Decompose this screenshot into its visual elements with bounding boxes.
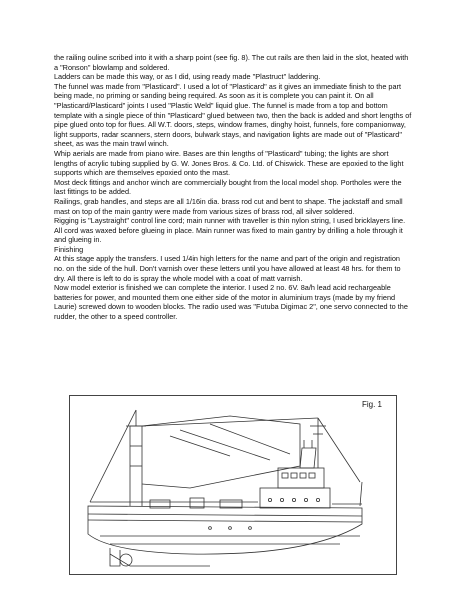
keel bbox=[110, 554, 210, 566]
section-heading-finishing: Finishing bbox=[54, 244, 84, 254]
propeller bbox=[120, 554, 132, 566]
paragraph-transfers: At this stage apply the transfers. I used 1/4in high letters for the name and part of the origin and registration no. on the side of the hull. Don't varnish over these letters until you have allowed at least 48 hrs. for them to dry. All there is left to do is spray the whole model with a coat of matt varnish. bbox=[54, 254, 401, 283]
trawl-net bbox=[142, 416, 300, 488]
paragraph-ladders: Ladders can be made this way, or as I did, using ready made "Plastruct" laddering. bbox=[54, 72, 321, 82]
article-body bbox=[54, 53, 412, 322]
paragraph-aerials: Whip aerials are made from piano wire. Bases are thin lengths of "Plasticard" tubing; the lights are short lengths of acrylic tubing supplied by G. W. Jones Bros. & Co. Ltd. of Chiswick. These are epoxied to the light supports which are themselves epoxied onto the mast. bbox=[54, 148, 404, 178]
hull-outline bbox=[88, 506, 362, 554]
paragraph-railing: the railing ouline scribed into it with a sharp point (see fig. 8). The cut rails are then laid in the slot, heated with a "Ronson" blowlamp and soldered. bbox=[54, 53, 409, 72]
funnel bbox=[300, 448, 316, 468]
paragraph-deck-fittings: Most deck fittings and anchor winch are commercially bought from the local model shop. Portholes were the last fittings to be added. bbox=[54, 177, 402, 197]
superstructure bbox=[260, 488, 330, 508]
paragraph-railings: Railings, grab handles, and steps are all 1/16in dia. brass rod cut and bent to shape. The jackstaff and small mast on top of the main gantry were made from various sizes of brass rod, all silver soldered. bbox=[54, 196, 403, 216]
deck-line bbox=[88, 514, 362, 516]
paragraph-rigging: Rigging is "Laystraight" control line cord; main runner with traveller is thin nylon string, I used bricklayers line. All cord was waxed before glueing in place. Main runner was fixed to main gantry by drilling a hole through it and glueing in. bbox=[54, 216, 406, 245]
paragraph-funnel: The funnel was made from "Plasticard". I used a lot of "Plasticard" as it gives an immediate finish to the part being made, no priming or sanding being required. As soon as it is complete you can paint it. On all "Plasticard/Plasticard" joints I used "Plastic Weld" liquid glue. The funnel is made from a top and bottom template with a single piece of thin "Plasticard" glued between two, then the back is added and short lengths of pipe glued onto top for flues. All W.T. doors, steps, window frames, dinghy hoist, funnels, fore companionway, light supports, radar scanners, stern doors, bulwark stays, and navigation lights are made out of "Plasticard" sheet, as was the main trawl winch. bbox=[54, 81, 412, 149]
figure-1 bbox=[69, 395, 397, 575]
figure-label: Fig. 1 bbox=[361, 400, 382, 409]
paragraph-interior: Now model exterior is finished we can complete the interior. I used 2 no. 6V. 8a/h lead acid rechargeable batteries for power, and mounted them one either side of the motor in aluminium trays (made by my friend Laurie) screwed down to wooden blocks. The radio used was "Futuba Digimac 2", one servo connected to the rudder, the other to a speed controller. bbox=[54, 283, 408, 322]
ship-drawing bbox=[70, 396, 398, 576]
